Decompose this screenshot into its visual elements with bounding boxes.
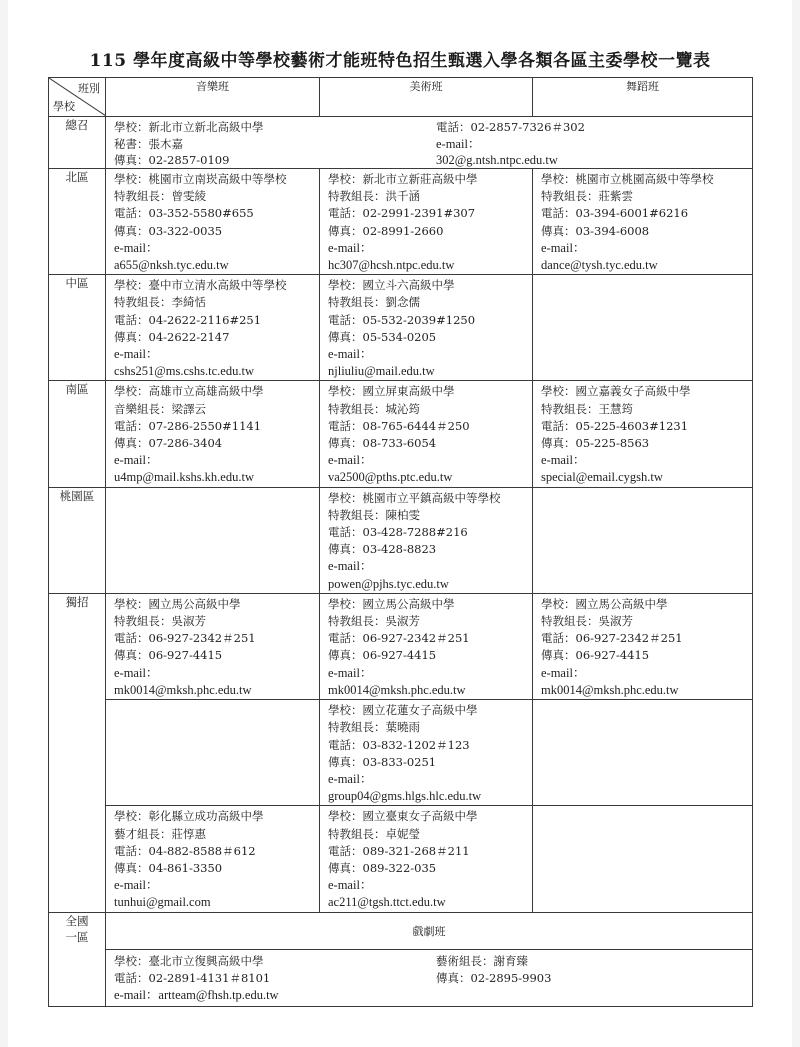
fax: 傳真：08-733-6054: [328, 436, 437, 451]
school-name: 學校：桃園市立南崁高級中等學校: [114, 172, 287, 186]
email-label: e-mail：: [328, 453, 373, 468]
independent-row-2: [49, 700, 753, 806]
email-link[interactable]: hc307@hcsh.ntpc.edu.tw: [328, 258, 455, 273]
email-link[interactable]: group04@gms.hlgs.hlc.edu.tw: [328, 789, 482, 804]
contact-person: 特教組長：莊紫雲: [541, 189, 633, 204]
dance-cell-empty: [533, 700, 753, 806]
convener-fax: 傳真：02-2857-0109: [114, 153, 230, 167]
email-label: e-mail：: [114, 240, 159, 255]
convener-cell: [106, 117, 753, 169]
email-link[interactable]: e-mail：artteam@fhsh.tp.edu.tw: [114, 987, 279, 1002]
fax: 傳真：05-534-0205: [328, 329, 437, 344]
region-label: 總召: [49, 117, 106, 169]
art-cell: [320, 593, 533, 699]
contact-person: 特教組長：吳淑芳: [541, 614, 633, 629]
phone: 電話：03-394-6001#6216: [541, 206, 689, 221]
dance-cell-empty: [533, 806, 753, 912]
phone: 電話：03-832-1202＃123: [328, 737, 470, 752]
column-header-dance: 舞蹈班: [533, 78, 753, 117]
email-link[interactable]: a655@nksh.tyc.edu.tw: [114, 258, 229, 273]
schools-table: [48, 77, 753, 1007]
art-cell: [320, 700, 533, 806]
phone: 電話：03-352-5580#655: [114, 206, 254, 221]
contact-person: 特教組長：卓妮瑩: [328, 826, 420, 841]
email-link[interactable]: dance@tysh.tyc.edu.tw: [541, 258, 658, 273]
corner-header-cell: [49, 78, 106, 117]
email-label: e-mail：: [114, 665, 159, 680]
fax: 傳真：04-861-3350: [114, 860, 223, 875]
school-name: 學校：桃園市立平鎮高級中等學校: [328, 490, 501, 505]
region-label: 中區: [49, 275, 106, 381]
art-cell: [320, 806, 533, 912]
email-link[interactable]: ac211@tgsh.ttct.edu.tw: [328, 895, 446, 910]
region-label-line1: 全國: [65, 913, 89, 928]
independent-row-3: [49, 806, 753, 912]
column-header-art: 美術班: [320, 78, 533, 117]
convener-email[interactable]: 302@g.ntsh.ntpc.edu.tw: [436, 153, 558, 167]
region-row-north: [49, 169, 753, 275]
contact-person: 藝術組長：謝育臻: [436, 953, 528, 968]
art-cell: [320, 275, 533, 381]
email-link[interactable]: njliuliu@mail.edu.tw: [328, 364, 435, 379]
independent-row-1: [49, 593, 753, 699]
phone: 電話：06-927-2342＃251: [328, 631, 470, 646]
email-link[interactable]: mk0014@mksh.phc.edu.tw: [541, 682, 679, 697]
phone: 電話：04-2622-2116#251: [114, 312, 262, 327]
fax: 傳真：03-322-0035: [114, 223, 223, 238]
contact-person: 特教組長：吳淑芳: [328, 614, 420, 629]
email-label: e-mail：: [328, 347, 373, 362]
fax: 傳真：07-286-3404: [114, 436, 223, 451]
music-cell: [106, 806, 320, 912]
drama-cell: [106, 949, 753, 1006]
email-label: e-mail：: [541, 665, 586, 680]
music-cell: [106, 593, 320, 699]
region-label: 南區: [49, 381, 106, 487]
fax: 傳真：02-2895-9903: [436, 970, 552, 985]
phone: 電話：05-225-4603#1231: [541, 418, 689, 433]
fax: 傳真：089-322-035: [328, 860, 437, 875]
convener-phone: 電話：02-2857-7326＃302: [436, 120, 585, 134]
phone: 電話：089-321-268＃211: [328, 843, 470, 858]
dance-cell: [533, 169, 753, 275]
school-name: 學校：臺北市立復興高級中學: [114, 953, 264, 968]
page-title: 115 學年度高級中等學校藝術才能班特色招生甄選入學各類各區主委學校一覽表: [89, 51, 711, 71]
phone: 電話：07-286-2550#1141: [114, 418, 262, 433]
school-name: 學校：彰化縣立成功高級中學: [114, 809, 264, 824]
phone: 電話：02-2991-2391#307: [328, 206, 476, 221]
school-name: 學校：桃園市立桃園高級中等學校: [541, 172, 714, 186]
email-label: e-mail：: [114, 453, 159, 468]
dance-cell-empty: [533, 487, 753, 593]
convener-email-label: e-mail：: [436, 136, 481, 151]
school-name: 學校：新北市立新莊高級中學: [328, 172, 478, 186]
school-name: 學校：國立馬公高級中學: [114, 596, 241, 611]
email-label: e-mail：: [114, 347, 159, 362]
email-label: e-mail：: [541, 240, 586, 255]
convener-secretary: 秘書：張木嘉: [114, 136, 183, 151]
header-row: [49, 78, 753, 117]
school-name: 學校：國立斗六高級中學: [328, 278, 455, 293]
music-cell: [106, 381, 320, 487]
email-link[interactable]: powen@pjhs.tyc.edu.tw: [328, 576, 449, 591]
fax: 傳真：06-927-4415: [328, 648, 437, 663]
phone: 電話：04-882-8588＃612: [114, 843, 256, 858]
email-label: e-mail：: [114, 878, 159, 893]
phone: 電話：02-2891-4131＃8101: [114, 970, 271, 985]
fax: 傳真：03-394-6008: [541, 223, 650, 238]
corner-label-class: 班別: [78, 82, 100, 95]
fax: 傳真：03-833-0251: [328, 754, 437, 769]
email-label: e-mail：: [328, 878, 373, 893]
email-link[interactable]: mk0014@mksh.phc.edu.tw: [114, 682, 252, 697]
fax: 傳真：05-225-8563: [541, 436, 650, 451]
email-label: e-mail：: [328, 771, 373, 786]
contact-person: 特教組長：洪千涵: [328, 189, 420, 204]
convener-school: 學校：新北市立新北高級中學: [114, 120, 264, 134]
contact-person: 特教組長：王慧筠: [541, 401, 633, 416]
music-cell-empty: [106, 487, 320, 593]
music-cell: [106, 275, 320, 381]
contact-person: 特教組長：陳柏雯: [328, 507, 420, 522]
contact-person: 特教組長：劉念儒: [328, 295, 420, 310]
phone: 電話：06-927-2342＃251: [541, 631, 683, 646]
phone: 電話：05-532-2039#1250: [328, 312, 476, 327]
fax: 傳真：02-8991-2660: [328, 223, 444, 238]
contact-person: 特教組長：吳淑芳: [114, 614, 206, 629]
dance-cell: [533, 593, 753, 699]
art-cell: [320, 169, 533, 275]
region-row-south: [49, 381, 753, 487]
contact-person: 特教組長：李綺恬: [114, 295, 206, 310]
email-link[interactable]: va2500@pths.ptc.edu.tw: [328, 470, 453, 485]
column-header-drama: 戲劇班: [106, 912, 753, 949]
school-name: 學校：國立屏東高級中學: [328, 384, 455, 399]
fax: 傳真：06-927-4415: [114, 648, 223, 663]
region-row-central: [49, 275, 753, 381]
phone: 電話：03-428-7288#216: [328, 525, 468, 540]
column-header-music: 音樂班: [106, 78, 320, 117]
contact-person: 特教組長：城沁筠: [328, 401, 420, 416]
convener-row: [49, 117, 753, 169]
email-label: e-mail：: [328, 240, 373, 255]
contact-person: 音樂組長：梁譯云: [114, 401, 206, 416]
region-label-national: [49, 912, 106, 1006]
email-label: e-mail：: [328, 665, 373, 680]
drama-header-row: [49, 912, 753, 949]
art-cell: [320, 487, 533, 593]
school-name: 學校：國立嘉義女子高級中學: [541, 384, 691, 399]
school-name: 學校：國立馬公高級中學: [328, 596, 455, 611]
music-cell-empty: [106, 700, 320, 806]
school-name: 學校：高雄市立高雄高級中學: [114, 384, 264, 399]
corner-label-school: 學校: [53, 100, 75, 113]
email-link[interactable]: special@email.cygsh.tw: [541, 470, 663, 485]
region-label-line2: 一區: [65, 929, 89, 944]
email-link[interactable]: cshs251@ms.cshs.tc.edu.tw: [114, 364, 254, 379]
fax: 傳真：06-927-4415: [541, 648, 650, 663]
school-name: 學校：國立臺東女子高級中學: [328, 809, 478, 824]
fax: 傳真：03-428-8823: [328, 542, 437, 557]
music-cell: [106, 169, 320, 275]
dance-cell: [533, 381, 753, 487]
region-row-taoyuan: [49, 487, 753, 593]
contact-person: 特教組長：葉曉雨: [328, 720, 420, 735]
region-label: 桃園區: [49, 487, 106, 593]
dance-cell-empty: [533, 275, 753, 381]
fax: 傳真：04-2622-2147: [114, 329, 230, 344]
school-name: 學校：臺中市立清水高級中等學校: [114, 278, 287, 293]
email-label: e-mail：: [328, 559, 373, 574]
phone: 電話：06-927-2342＃251: [114, 631, 256, 646]
email-label: e-mail：: [541, 453, 586, 468]
email-link[interactable]: u4mp@mail.kshs.kh.edu.tw: [114, 470, 254, 485]
phone: 電話：08-765-6444＃250: [328, 418, 470, 433]
region-label: 北區: [49, 169, 106, 275]
contact-person: 藝才組長：莊惇惠: [114, 826, 206, 841]
drama-body-row: [49, 949, 753, 1006]
region-label: 獨招: [49, 593, 106, 912]
school-name: 學校：國立馬公高級中學: [541, 596, 668, 611]
email-link[interactable]: mk0014@mksh.phc.edu.tw: [328, 682, 466, 697]
contact-person: 特教組長：曾雯綾: [114, 189, 206, 204]
email-link[interactable]: tunhui@gmail.com: [114, 895, 211, 910]
school-name: 學校：國立花蓮女子高級中學: [328, 703, 478, 718]
art-cell: [320, 381, 533, 487]
